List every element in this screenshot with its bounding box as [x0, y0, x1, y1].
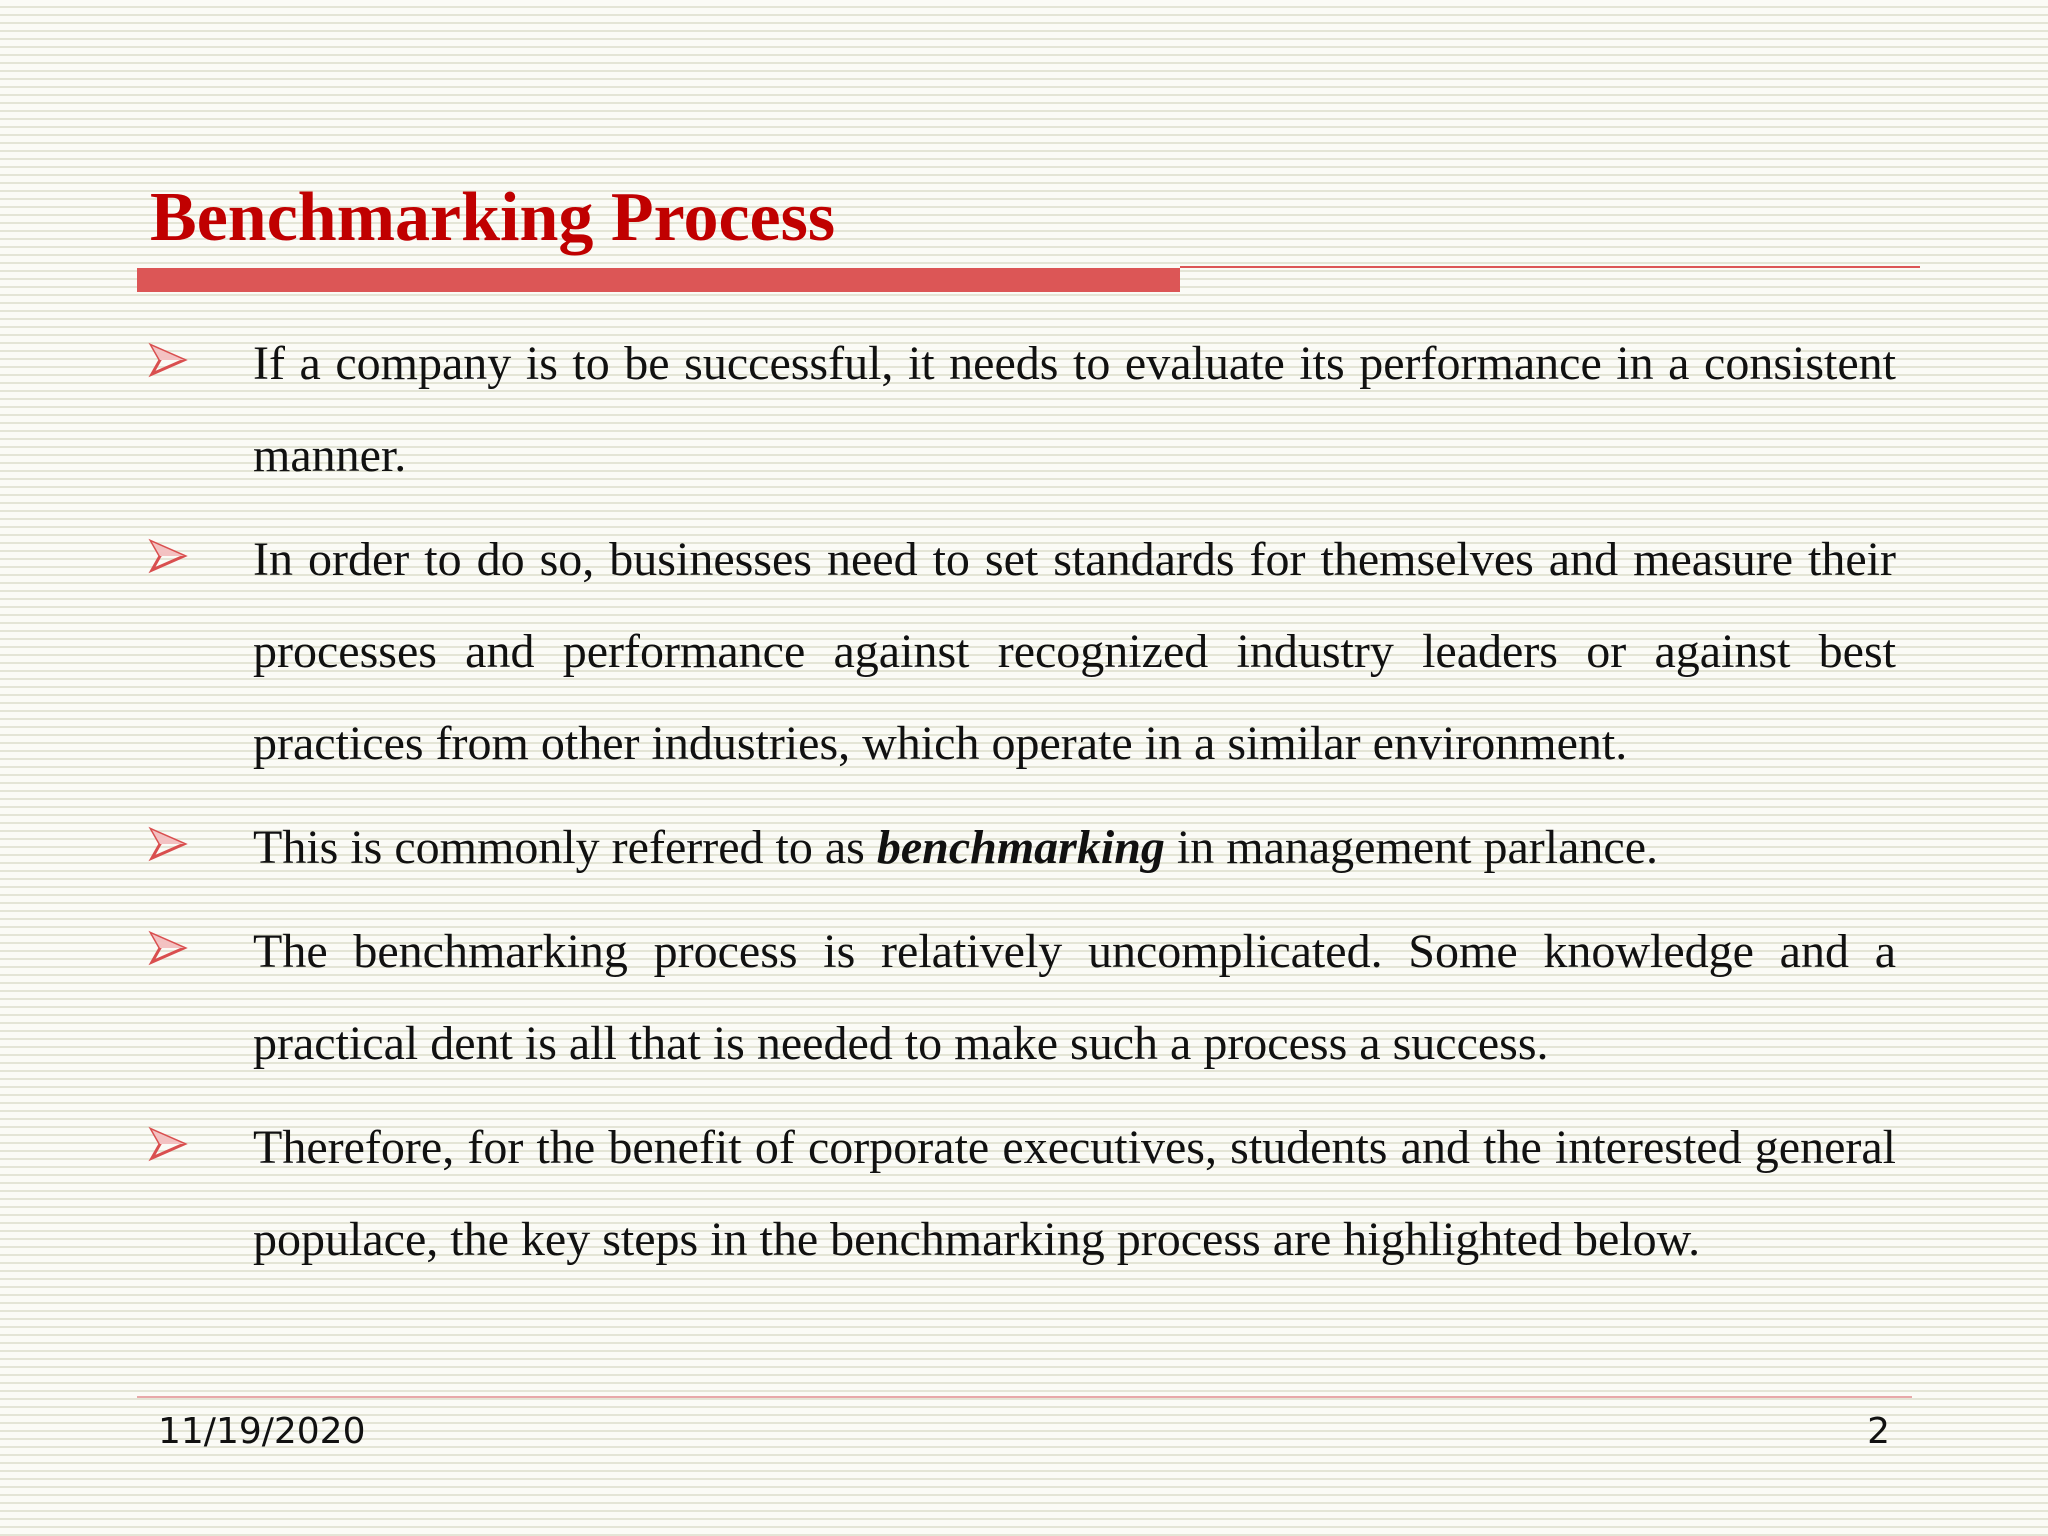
bullet-text-1: If a company is to be successful, it needs to evaluate its performance in a consistent manner.	[253, 337, 1896, 482]
arrowhead-bullet-icon	[148, 536, 188, 576]
arrowhead-bullet-icon	[148, 824, 188, 864]
arrowhead-bullet-icon	[148, 340, 188, 380]
bullet-text-4: The benchmarking process is relatively uncomplicated. Some knowledge and a practical dent is all that is needed to make such a process a success.	[253, 925, 1896, 1070]
page-number: 2	[1867, 1411, 1890, 1452]
bullet-text-3	[253, 802, 1896, 894]
footer-rule	[137, 1396, 1912, 1398]
title-accent-line	[1180, 266, 1920, 268]
bullet-text-2: In order to do so, businesses need to set standards for themselves and measure their processes and performance against recognized industry leaders or against best practices from other industries, which operate in a similar environment.	[253, 533, 1896, 770]
footer-date: 11/19/2020	[158, 1411, 366, 1452]
benchmarking-emphasis: benchmarking	[876, 821, 1165, 874]
bullet-text-3-after: in management parlance.	[1164, 821, 1658, 874]
arrowhead-bullet-icon	[148, 928, 188, 968]
bullet-text-3-before: This is commonly referred to as	[253, 821, 877, 874]
arrowhead-bullet-icon	[148, 1124, 188, 1164]
title-accent-bar	[137, 268, 1180, 292]
slide-title: Benchmarking Process	[150, 179, 836, 256]
bullet-text-5: Therefore, for the benefit of corporate executives, students and the interested general populace, the key steps in the benchmarking process are highlighted below.	[253, 1121, 1896, 1266]
